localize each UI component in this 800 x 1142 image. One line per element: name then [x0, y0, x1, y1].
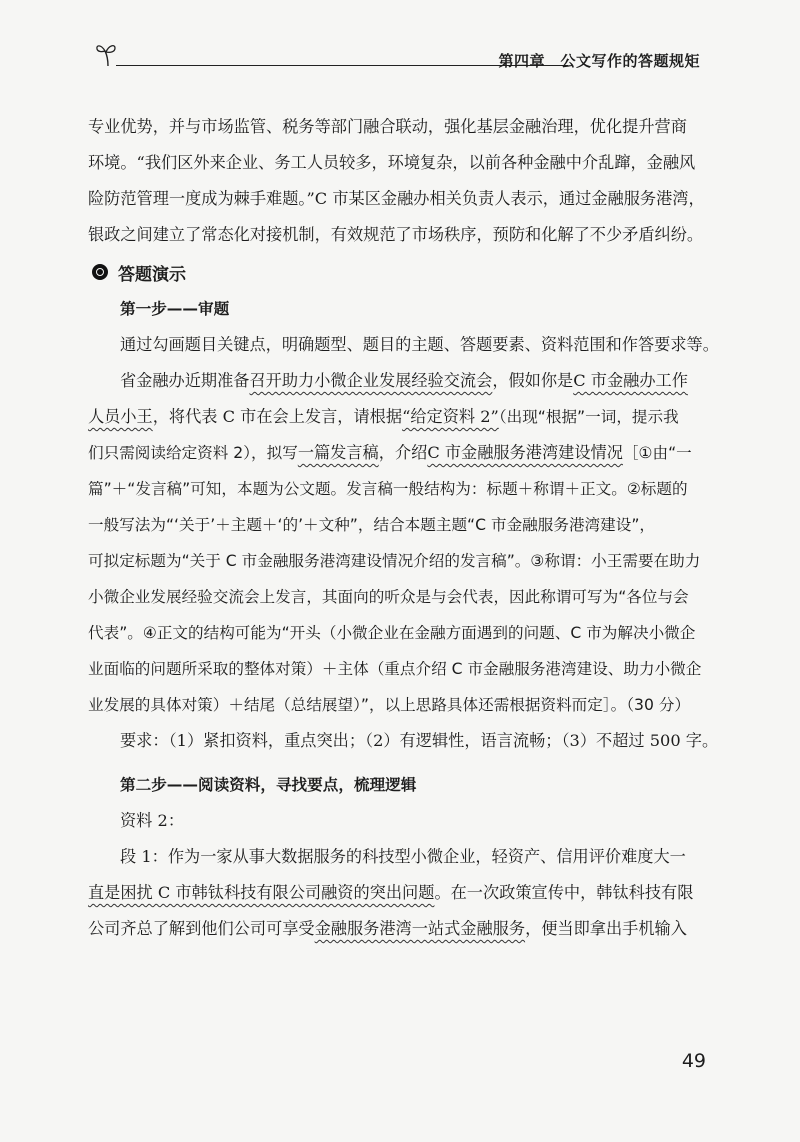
analysis-line: 代表”。④正文的结构可能为“开头（小微企业在金融方面遇到的问题、C 市为解决小微企 — [88, 624, 696, 642]
analysis-line: 业面临的问题所采取的整体对策）＋主体（重点介绍 C 市金融服务港湾建设、助力小微企 — [88, 660, 702, 678]
text-line: 环境。“我们区外来企业、务工人员较多，环境复杂，以前各种金融中介乱蹿，金融风 — [88, 153, 696, 172]
text-line: 银政之间建立了常态化对接机制，有效规范了市场秩序，预防和化解了不少矛盾纠纷。 — [88, 225, 704, 244]
material-line: 段 1：作为一家从事大数据服务的科技型小微企业，轻资产、信用评价难度大一 — [120, 847, 686, 866]
spacer — [88, 759, 706, 767]
text-line: 专业优势，并与市场监管、税务等部门融合联动，强化基层金融治理，优化提升营商 — [88, 117, 687, 136]
text-span: 。在一次政策宣传中，韩钛科技有限 — [434, 883, 694, 902]
text-span: ，假如你是 — [492, 371, 574, 390]
material-line — [88, 875, 706, 911]
page-number: 49 — [681, 1050, 706, 1072]
text-span: ，介绍 — [378, 443, 428, 462]
keyword-underline: 人员小王 — [88, 407, 153, 426]
question-line — [88, 399, 706, 435]
text-line: 险防范管理一度成为棘手难题。”C 市某区金融办相关负责人表示，通过金融服务港湾， — [88, 189, 705, 208]
keyword-underline: 直是困扰 C 市韩钛科技有限公司融资的突出问题 — [88, 883, 435, 902]
question-line — [88, 435, 706, 471]
section-title: 答题演示 — [118, 264, 186, 285]
keyword-underline: 金融服务港湾一站式金融服务 — [314, 919, 526, 938]
question-line — [88, 363, 706, 399]
text-span: ，将代表 C 市在会上发言，请根据 — [152, 407, 403, 426]
keyword-underline: 一篇发言稿 — [297, 443, 379, 462]
bullet-icon — [92, 264, 108, 280]
analysis-line: 业发展的具体对策）＋结尾（总结展望）”，以上思路具体还需根据资料而定］。（30 分） — [88, 696, 691, 714]
analysis-span: 们只需阅读给定资料 2），拟写 — [88, 444, 298, 462]
keyword-underline: “给定资料 2” — [402, 407, 499, 426]
text-line: 通过勾画题目关键点，明确题型、题目的主题、答题要素、资料范围和作答要求等。 — [120, 335, 719, 354]
requirements-line: 要求：（1）紧扣资料，重点突出；（2）有逻辑性，语言流畅；（3）不超过 500 字。 — [120, 731, 719, 750]
chapter-title: 第四章 公文写作的答题规矩 — [498, 52, 700, 70]
analysis-line: 一般写法为“‘关于’＋主题＋‘的’＋文种”，结合本题主题“C 市金融服务港湾建设”， — [88, 516, 655, 534]
analysis-line: 可拟定标题为“关于 C 市金融服务港湾建设情况介绍的发言稿”。③称谓：小王需要在助力 — [88, 552, 701, 570]
text-span: ，便当即拿出手机输入 — [525, 919, 687, 938]
keyword-underline: C 市金融服务港湾建设情况 — [427, 443, 623, 462]
text-span: 省金融办近期准备 — [120, 371, 250, 390]
section-heading — [88, 253, 706, 291]
page-content — [88, 109, 719, 947]
analysis-line: 篇”＋“发言稿”可知，本题为公文题。发言稿一般结构为：标题＋称谓＋正文。②标题的 — [88, 480, 688, 498]
step-title: 第一步——审题 — [120, 300, 230, 318]
analysis-span: ［①由“一 — [622, 444, 692, 462]
analysis-line: 小微企业发展经验交流会上发言，其面向的听众是与会代表，因此称谓可写为“各位与会 — [88, 588, 689, 606]
text-span: 公司齐总了解到他们公司可享受 — [88, 919, 315, 938]
keyword-underline: C 市金融办工作 — [573, 371, 688, 390]
material-label: 资料 2： — [120, 811, 185, 830]
keyword-underline: 召开助力小微企业发展经验交流会 — [249, 371, 493, 390]
material-line — [88, 911, 706, 947]
analysis-span: （出现“根据”一词，提示我 — [498, 408, 679, 426]
step-title: 第二步——阅读资料，寻找要点，梳理逻辑 — [120, 776, 417, 794]
running-header — [94, 40, 706, 80]
